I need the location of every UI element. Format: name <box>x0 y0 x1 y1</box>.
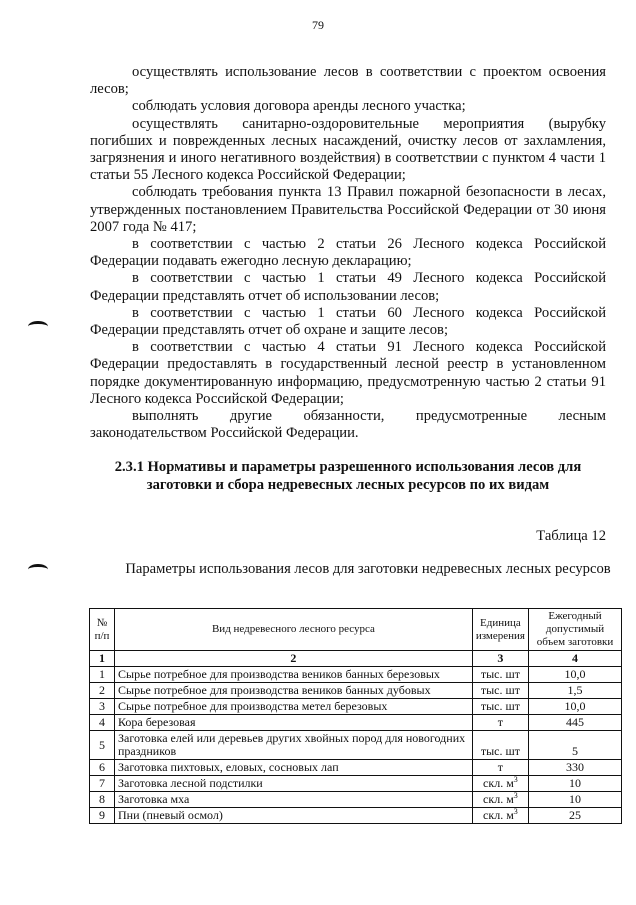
paragraph: осуществлять использование лесов в соответствии с проектом освоения лесов; <box>90 64 606 98</box>
index-cell: 3 <box>472 651 528 667</box>
row-volume: 10 <box>529 776 622 792</box>
row-resource: Заготовка мха <box>115 792 473 808</box>
row-num: 7 <box>90 776 115 792</box>
table-label: Таблица 12 <box>536 528 606 544</box>
header-unit: Единица измерения <box>472 609 528 651</box>
section-heading: 2.3.1 Нормативы и параметры разрешенного использования лесов для заготовки и сбора недревесных лесных ресурсов по их видам <box>114 459 582 493</box>
header-annual-volume: Ежегодный допустимый объем заготовки <box>529 609 622 651</box>
paragraph: в соответствии с частью 1 статьи 60 Лесного кодекса Российской Федерации представлять отчет об охране и защите лесов; <box>90 304 606 339</box>
table-index-row <box>90 651 622 667</box>
resources-table <box>89 608 622 824</box>
row-num: 5 <box>90 731 115 760</box>
row-volume: 330 <box>529 760 622 776</box>
row-volume: 5 <box>529 731 622 760</box>
row-resource: Пни (пневый осмол) <box>115 808 473 824</box>
row-num: 1 <box>90 667 115 683</box>
row-num: 2 <box>90 683 115 699</box>
row-unit: скл. $м^3$ <box>472 808 528 824</box>
table-row <box>90 683 622 699</box>
index-cell: 2 <box>115 651 473 667</box>
row-resource: Сырье потребное для производства веников банных березовых <box>115 667 473 683</box>
paragraph: соблюдать требования пункта 13 Правил пожарной безопасности в лесах, утвержденных постановлением Правительства Российской Федерации от 30 июня 2007 года № 417; <box>90 184 606 235</box>
row-resource: Сырье потребное для производства веников банных дубовых <box>115 683 473 699</box>
scan-mark-icon <box>28 564 48 575</box>
index-cell: 4 <box>529 651 622 667</box>
table-row <box>90 715 622 731</box>
paragraph: в соответствии с частью 2 статьи 26 Лесного кодекса Российской Федерации подавать ежегодно лесную декларацию; <box>90 236 606 270</box>
table-row <box>90 808 622 824</box>
row-volume: 1,5 <box>529 683 622 699</box>
row-resource: Заготовка елей или деревьев других хвойных пород для новогодних праздников <box>115 731 473 760</box>
row-unit: скл. $м^3$ <box>472 776 528 792</box>
row-unit: т <box>472 760 528 776</box>
header-resource-type: Вид недревесного лесного ресурса <box>115 609 473 651</box>
row-unit: тыс. шт <box>472 683 528 699</box>
row-num: 3 <box>90 699 115 715</box>
row-num: 9 <box>90 808 115 824</box>
index-cell: 1 <box>90 651 115 667</box>
row-unit: тыс. шт <box>472 667 528 683</box>
table-row <box>90 699 622 715</box>
row-resource: Заготовка пихтовых, еловых, сосновых лап <box>115 760 473 776</box>
page-number: 79 <box>312 18 324 32</box>
scan-mark-icon <box>28 321 48 332</box>
table-row <box>90 667 622 683</box>
row-volume: 10,0 <box>529 667 622 683</box>
row-num: 4 <box>90 715 115 731</box>
paragraph: в соответствии с частью 1 статьи 49 Лесного кодекса Российской Федерации представлять отчет об использовании лесов; <box>90 270 606 304</box>
row-unit: тыс. шт <box>472 731 528 760</box>
row-unit: скл. $м^3$ <box>472 792 528 808</box>
header-num: № п/п <box>90 609 115 651</box>
row-unit: т <box>472 715 528 731</box>
row-unit: тыс. шт <box>472 699 528 715</box>
paragraph: соблюдать условия договора аренды лесного участка; <box>132 98 466 115</box>
table-row <box>90 760 622 776</box>
row-resource: Кора березовая <box>115 715 473 731</box>
row-volume: 445 <box>529 715 622 731</box>
obligations-text <box>90 64 606 442</box>
row-resource: Сырье потребное для производства метел березовых <box>115 699 473 715</box>
table-caption: Параметры использования лесов для заготовки недревесных лесных ресурсов <box>125 561 611 577</box>
row-num: 8 <box>90 792 115 808</box>
paragraph: в соответствии с частью 4 статьи 91 Лесного кодекса Российской Федерации предоставлять в государственный лесной реестр в установленном порядке документированную информацию, предусмотренную частью 2 статьи 91 Лесного кодекса Российской Федерации; <box>90 339 606 407</box>
row-volume: 25 <box>529 808 622 824</box>
table-row <box>90 776 622 792</box>
table-header-row <box>90 609 622 651</box>
paragraph: выполнять другие обязанности, предусмотренные лесным законодательством Российской Федерации. <box>90 408 606 442</box>
paragraph: осуществлять санитарно-оздоровительные мероприятия (вырубку погибших и поврежденных лесных насаждений, очистку лесов от захламления, загрязнения и иного негативного воздействия) в соответствии с пунктом 4 части 1 статьи 55 Лесного кодекса Российской Федерации; <box>90 115 606 184</box>
table-row <box>90 792 622 808</box>
row-volume: 10,0 <box>529 699 622 715</box>
row-num: 6 <box>90 760 115 776</box>
table-row <box>90 731 622 760</box>
row-volume: 10 <box>529 792 622 808</box>
row-resource: Заготовка лесной подстилки <box>115 776 473 792</box>
